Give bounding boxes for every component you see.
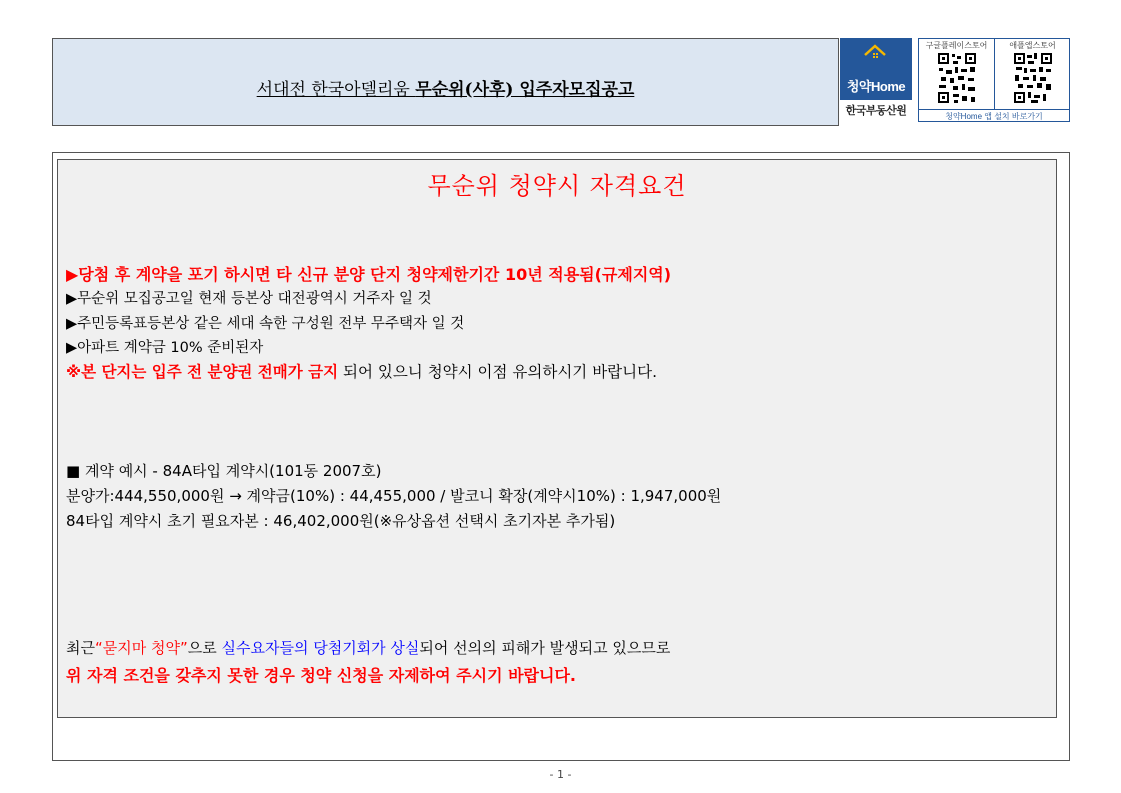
closing-part: 최근 [66, 639, 95, 657]
qr-code-icon [937, 52, 977, 104]
header-banner [52, 38, 839, 126]
closing-emphasis-blue: 실수요자들의 당첨기회가 상실 [221, 639, 420, 657]
requirements-title: 무순위 청약시 자격요건 [427, 172, 687, 200]
logo-wordmark [840, 76, 912, 95]
app-download-box [918, 38, 1070, 122]
google-play-label: 구글플레이스토어 [925, 41, 988, 50]
google-play-qr[interactable] [919, 39, 995, 109]
closing-part: 으로 [187, 639, 222, 657]
logo-wordmark-ko: 청약 [846, 79, 871, 94]
agency-name: 한국부동산원 [845, 105, 907, 117]
resale-warning-emphasis: ※본 단지는 입주 전 분양권 전매가 금지 [66, 363, 339, 381]
requirement-item: ▶당첨 후 계약을 포기 하시면 타 신규 분양 단지 청약제한기간 10년 적용됨(규제지역) [66, 265, 672, 284]
closing-notice [66, 637, 670, 658]
logo-background [840, 38, 912, 100]
app-install-link[interactable]: 청약Home 앱 설치 바로가기 [919, 109, 1069, 123]
app-store-label: 애플앱스토어 [1009, 41, 1056, 50]
cheongyak-home-logo[interactable] [840, 38, 912, 122]
qr-code-icon [1013, 52, 1053, 104]
example-capital-line: 84타입 계약시 초기 필요자본 : 46,402,000원(※유상옵션 선택시 초기자본 추가됨) [66, 512, 616, 530]
logo-wordmark-en: Home [871, 79, 906, 94]
requirements-panel [57, 159, 1057, 718]
closing-part: 되어 선의의 피해가 발생되고 있으므로 [419, 639, 671, 657]
closing-emphasis-red: “묻지마 청약” [94, 639, 188, 657]
house-icon [864, 44, 886, 62]
requirement-item: ▶아파트 계약금 10% 준비된자 [66, 340, 264, 356]
closing-request: 위 자격 조건을 갖추지 못한 경우 청약 신청을 자제하여 주시기 바랍니다. [66, 666, 577, 685]
requirement-item: ▶무순위 모집공고일 현재 등본상 대전광역시 거주자 일 것 [66, 291, 432, 307]
notice-title-bold: 무순위(사후) 입주자모집공고 [415, 80, 635, 100]
resale-warning-rest: 되어 있으니 청약시 이점 유의하시기 바랍니다. [338, 363, 658, 381]
page-number: - 1 - [549, 768, 572, 781]
example-heading: ■ 계약 예시 - 84A타입 계약시(101동 2007호) [66, 462, 382, 480]
resale-warning [66, 360, 657, 382]
requirement-item: ▶주민등록표등본상 같은 세대 속한 구성원 전부 무주택자 일 것 [66, 316, 465, 332]
notice-title-plain: 서대전 한국아델리움 [256, 80, 416, 100]
example-price-line: 분양가:444,550,000원 → 계약금(10%) : 44,455,000 / 발코니 확장(계약시10%) : 1,947,000원 [66, 487, 722, 505]
app-store-qr[interactable] [995, 39, 1070, 109]
notice-title [53, 75, 838, 100]
